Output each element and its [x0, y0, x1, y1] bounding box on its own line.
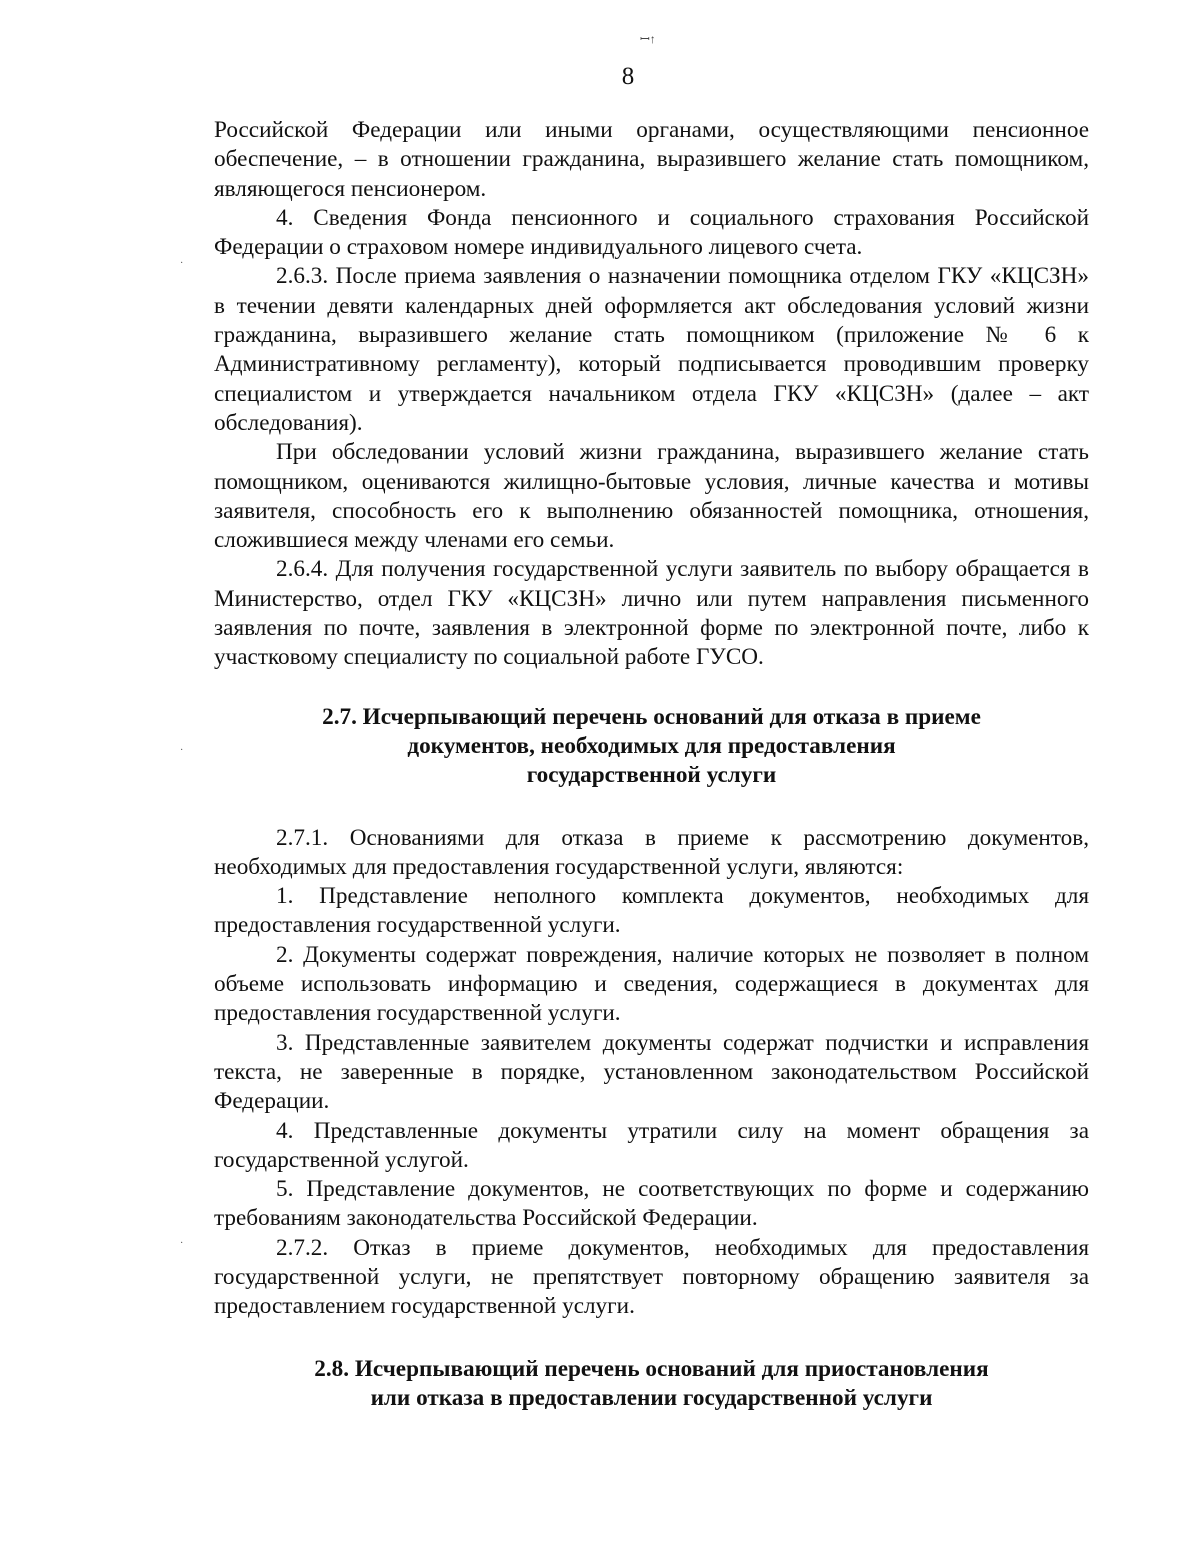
scan-mark: ꟷ↑ [640, 32, 656, 46]
scan-speck: · [180, 745, 184, 756]
heading-line: государственной услуги [526, 762, 777, 789]
list-item-2: 2. Документы содержат повреждения, наличие которых не позволяет в полном объеме использовать информацию и сведения, содержащиеся в документах для предоставления государственной услуги. [214, 941, 1089, 1027]
paragraph-2-6-4: 2.6.4. Для получения государственной услуги заявитель по выбору обращается в Министерство, отдел ГКУ «КЦСЗН» лично или путем направления письменного заявления по почте, заявления в электронной форме по электронной почте, либо к участковому специалисту по социальной работе ГУСО. [214, 556, 1089, 671]
heading-line: документов, необходимых для предоставления [407, 732, 896, 759]
section-heading-2-8 [214, 1355, 1089, 1414]
scan-speck: · [180, 1238, 184, 1249]
paragraph-inspection: При обследовании условий жизни гражданина, выразившего желание стать помощником, оцениваются жилищно-бытовые условия, личные качества и мотивы заявителя, способность его к выполнению обязанностей помощника, отношения, сложившиеся между членами его семьи. [214, 439, 1089, 554]
list-item-5: 5. Представление документов, не соответствующих по форме и содержанию требованиям законодательства Российской Федерации. [214, 1176, 1089, 1232]
heading-line: 2.8. Исчерпывающий перечень оснований для приостановления [314, 1355, 989, 1382]
scan-speck: · [180, 258, 184, 269]
paragraph-2-7-2: 2.7.2. Отказ в приеме документов, необходимых для предоставления государственной услуги, не препятствует повторному обращению заявителя за предоставлением государственной услуги. [214, 1234, 1089, 1320]
list-item-1: 1. Представление неполного комплекта документов, необходимых для предоставления государственной услуги. [214, 883, 1089, 939]
heading-line: 2.7. Исчерпывающий перечень оснований для отказа в приеме [322, 703, 981, 730]
paragraph-item-4: 4. Сведения Фонда пенсионного и социального страхования Российской Федерации о страховом номере индивидуального лицевого счета. [214, 204, 1089, 261]
list-item-4: 4. Представленные документы утратили силу на момент обращения за государственной услугой. [214, 1117, 1089, 1173]
paragraph-2-7-1: 2.7.1. Основаниями для отказа в приеме к рассмотрению документов, необходимых для предоставления государственной услуги, являются: [214, 824, 1089, 880]
section-heading-2-7 [214, 703, 1089, 791]
list-item-3: 3. Представленные заявителем документы содержат подчистки и исправления текста, не заверенные в порядке, установленном законодательством Российской Федерации. [214, 1029, 1089, 1115]
page-number: 8 [621, 63, 635, 90]
paragraph-continuation: Российской Федерации или иными органами, осуществляющими пенсионное обеспечение, – в отношении гражданина, выразившего желание стать помощником, являющегося пенсионером. [214, 117, 1089, 202]
paragraph-2-6-3: 2.6.3. После приема заявления о назначении помощника отделом ГКУ «КЦСЗН» в течении девяти календарных дней оформляется акт обследования условий жизни гражданина, выразившего желание стать помощником (приложение № 6 к Административному регламенту), который подписывается проводившим проверку специалистом и утверждается начальником отдела ГКУ «КЦСЗН» (далее – акт обследования). [214, 263, 1089, 436]
document-body [214, 116, 1089, 1413]
heading-line: или отказа в предоставлении государственной услуги [370, 1384, 933, 1411]
